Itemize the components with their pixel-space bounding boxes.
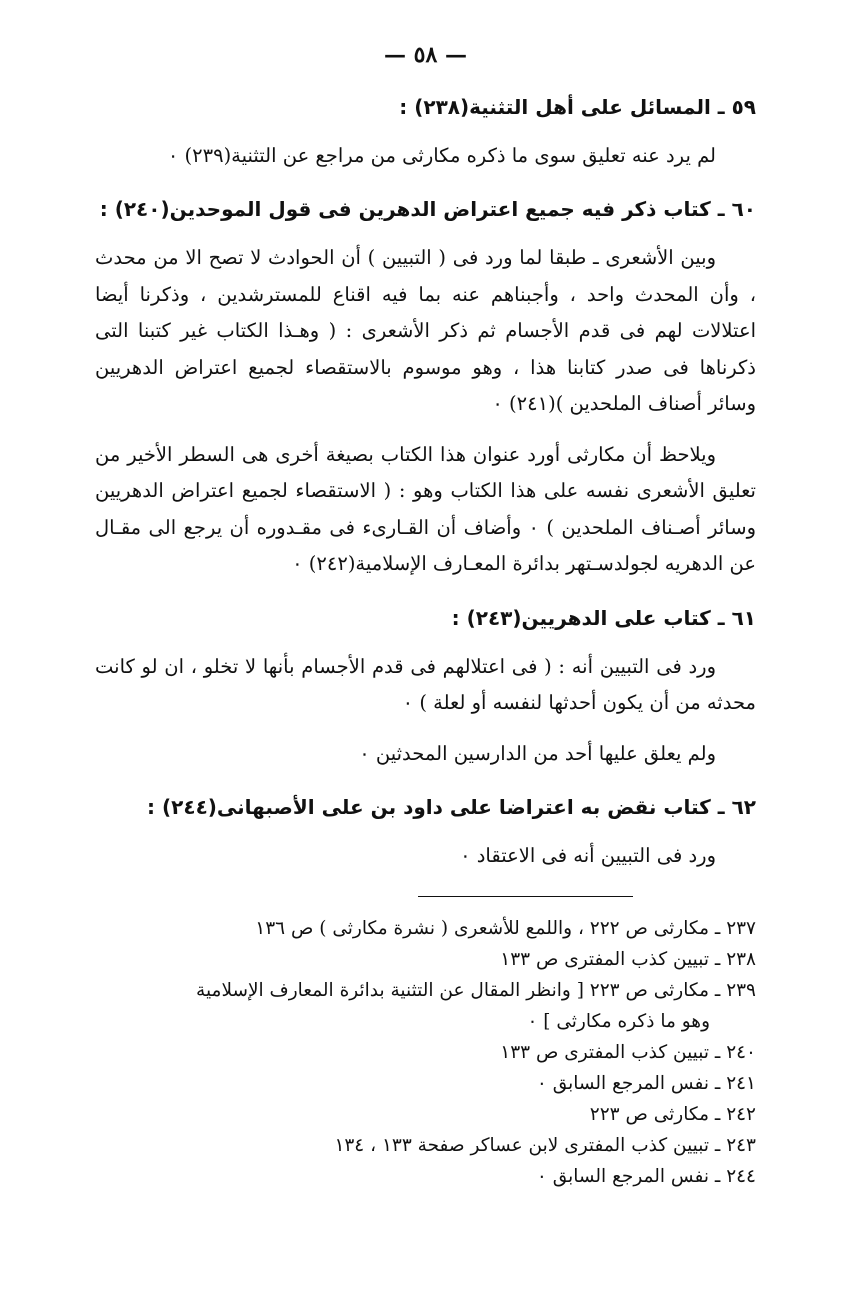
document-page bbox=[95, 40, 756, 1254]
section-60 bbox=[95, 192, 756, 583]
footnote-238: ٢٣٨ ـ تبيين كذب المفترى ص ١٣٣ bbox=[500, 948, 756, 970]
footnotes bbox=[95, 913, 756, 1192]
footnote-244: ٢٤٤ ـ نفس المرجع السابق ٠ bbox=[536, 1165, 756, 1187]
section-62-paragraph-1: ورد فى التبيين أنه فى الاعتقاد ٠ bbox=[460, 843, 716, 867]
footnote-separator bbox=[418, 896, 633, 897]
footnote-241: ٢٤١ ـ نفس المرجع السابق ٠ bbox=[536, 1072, 756, 1094]
footnote-243: ٢٤٣ ـ تبيين كذب المفترى لابن عساكر صفحة ١٣٣ ، ١٣٤ bbox=[334, 1134, 756, 1156]
page-number: — ٥٨ — bbox=[384, 42, 467, 68]
section-heading-60: ٦٠ ـ كتاب ذكر فيه جميع اعتراض الدهرين فى قول الموحدين(٢٤٠) : bbox=[99, 197, 756, 221]
section-heading-62: ٦٢ ـ كتاب نقض به اعتراضا على داود بن على الأصبهانى(٢٤٤) : bbox=[147, 794, 756, 819]
footnote-240: ٢٤٠ ـ تبيين كذب المفترى ص ١٣٣ bbox=[500, 1041, 756, 1063]
footnote-239-continued: وهو ما ذكره مكارثى ] ٠ bbox=[527, 1010, 710, 1032]
footnote-separator-wrap bbox=[95, 874, 756, 913]
section-61-paragraph-1: ورد فى التبيين أنه : ( فى اعتلالهم فى قدم الأجسام بأنها لا تخلو ، ان لو كانت محدثه من أن يكون أحدثها لنفسه أو لعلة ) ٠ bbox=[95, 654, 756, 714]
section-59 bbox=[95, 90, 756, 174]
footnote-242: ٢٤٢ ـ مكارثى ص ٢٢٣ bbox=[589, 1103, 756, 1125]
section-heading-61: ٦١ ـ كتاب على الدهريين(٢٤٣) : bbox=[451, 605, 756, 630]
section-59-text: لم يرد عنه تعليق سوى ما ذكره مكارثى من مراجع عن التثنية(٢٣٩) ٠ bbox=[167, 144, 716, 167]
section-heading-59: ٥٩ ـ المسائل على أهل التثنية(٢٣٨) : bbox=[399, 95, 756, 119]
section-61-paragraph-2: ولم يعلق عليها أحد من الدارسين المحدثين ٠ bbox=[359, 741, 716, 765]
section-62 bbox=[95, 790, 756, 874]
section-61 bbox=[95, 601, 756, 772]
section-60-paragraph-2: ويلاحظ أن مكارثى أورد عنوان هذا الكتاب بصيغة أخرى هى السطر الأخير من تعليق الأشعرى نفسه على هذا الكتاب وهو : ( الاستقصاء لجميع اعتراض الدهريين وسائر أصـناف الملحدين ) ٠ وأضاف أن القـارىء فى مقـدوره أن يرجع الى مقـال عن الدهريه لجولدسـتهر بدائرة المعـارف الإسلامية(٢٤٢) ٠ bbox=[95, 442, 756, 575]
footnote-239: ٢٣٩ ـ مكارثى ص ٢٢٣ [ وانظر المقال عن التثنية بدائرة المعارف الإسلامية bbox=[196, 979, 756, 1001]
section-60-paragraph-1: وبين الأشعرى ـ طبقا لما ورد فى ( التبيين ) أن الحوادث لا تصح الا من محدث ، وأن المحدث واحد ، وأجبناهم عنه بما فيه اقناع للمسترشدين ، وذكرنا أيضا اعتلالات لهم فى قدم الأجسام ثم ذكر الأشعرى : ( وهـذا الكتاب غير كتبنا التى ذكرناها فى صدر كتابنا هذا ، وهو موسوم بالاستقصاء لجميع اعتراض الدهريين وسائر أصناف الملحدين )(٢٤١) ٠ bbox=[95, 246, 756, 415]
footnote-237: ٢٣٧ ـ مكارثى ص ٢٢٢ ، واللمع للأشعرى ( نشرة مكارثى ) ص ١٣٦ bbox=[255, 917, 756, 939]
